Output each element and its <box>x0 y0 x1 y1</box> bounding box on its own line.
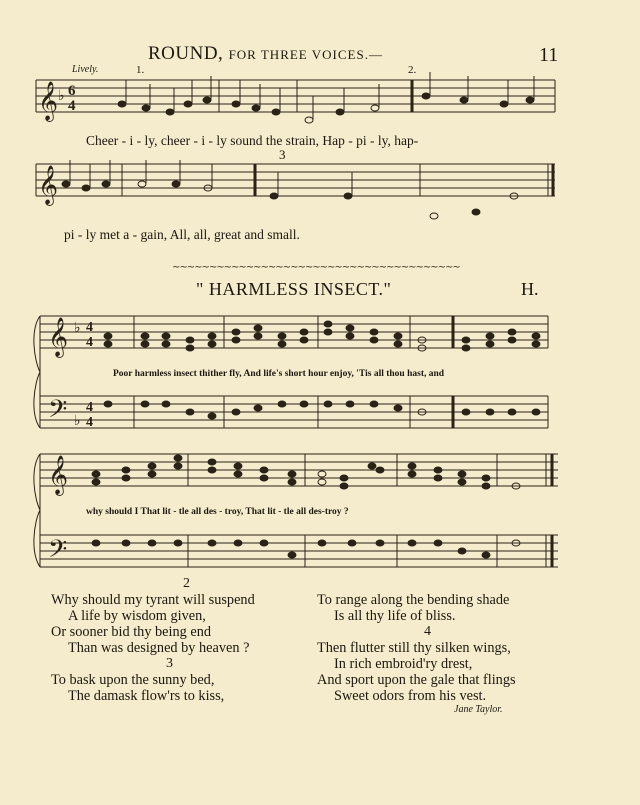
verse-line: Than was designed by heaven ? <box>68 640 250 656</box>
part-mark-3: 3 <box>279 147 286 162</box>
round-staff-2 <box>36 160 555 219</box>
svg-text:4: 4 <box>86 400 93 415</box>
svg-text:♭: ♭ <box>58 89 65 104</box>
stanza-number-4: 4 <box>424 624 431 639</box>
svg-text:♭: ♭ <box>74 321 81 336</box>
svg-text:𝄢: 𝄢 <box>48 536 68 569</box>
round-lyrics-line-2: pi - ly met a - gain, All, all, great and small. <box>64 227 300 242</box>
round-staff-1 <box>36 72 555 123</box>
stanza-number-2: 2 <box>183 576 190 591</box>
section-divider: ∼∼∼∼∼∼∼∼∼∼∼∼∼∼∼∼∼∼∼∼∼∼∼∼∼∼∼∼∼∼∼∼∼∼∼∼∼∼∼ <box>172 262 460 273</box>
stanza-number-3: 3 <box>166 656 173 671</box>
svg-text:♭: ♭ <box>74 414 81 429</box>
svg-text:𝄞: 𝄞 <box>38 81 59 121</box>
verse-line: Is all thy life of bliss. <box>334 608 456 624</box>
svg-text:𝄢: 𝄢 <box>48 396 68 429</box>
svg-text:𝄞: 𝄞 <box>48 457 69 494</box>
song-lyrics-line-2: why should I That lit - tle all des - troy, That lit - tle all des-troy ? <box>86 507 349 517</box>
svg-text:4: 4 <box>68 98 76 114</box>
verse-line: Then flutter still thy silken wings, <box>317 640 511 656</box>
verse-line: The damask flow'rs to kiss, <box>68 688 225 704</box>
page-number: 11 <box>539 44 559 66</box>
round-lyrics-line-1: Cheer - i - ly, cheer - i - ly sound the strain, Hap - pi - ly, hap- <box>86 133 419 148</box>
tempo-marking: Lively. <box>72 64 99 75</box>
verse-line: And sport upon the gale that flings <box>317 672 516 688</box>
verse-line: Or sooner bid thy being end <box>51 624 212 640</box>
header-title-rest: FOR THREE VOICES.— <box>228 47 383 62</box>
svg-text:4: 4 <box>86 415 93 430</box>
song-lyrics-line-1: Poor harmless insect thither fly, And life's short hour enjoy, 'Tis all thou hast, and <box>113 369 445 379</box>
verse-line: Why should my tyrant will suspend <box>51 592 255 608</box>
verse-line: To bask upon the sunny bed, <box>51 672 215 688</box>
verse-line: Sweet odors from his vest. <box>334 688 487 704</box>
svg-text:4: 4 <box>86 320 93 335</box>
header-title-main: ROUND, <box>148 43 224 64</box>
svg-text:6: 6 <box>68 83 76 99</box>
svg-text:𝄞: 𝄞 <box>48 319 69 356</box>
verse-line: In rich embroid'ry drest, <box>334 656 473 672</box>
part-mark-1: 1. <box>136 64 145 76</box>
song-key-letter: H. <box>521 279 539 299</box>
svg-text:4: 4 <box>86 335 93 350</box>
author-credit: Jane Taylor. <box>454 704 503 715</box>
verse-line: A life by wisdom given, <box>68 608 206 624</box>
song-title: " HARMLESS INSECT." <box>196 279 392 299</box>
verse-line: To range along the bending shade <box>317 592 510 608</box>
svg-text:𝄞: 𝄞 <box>38 165 59 205</box>
part-mark-2: 2. <box>408 64 417 76</box>
